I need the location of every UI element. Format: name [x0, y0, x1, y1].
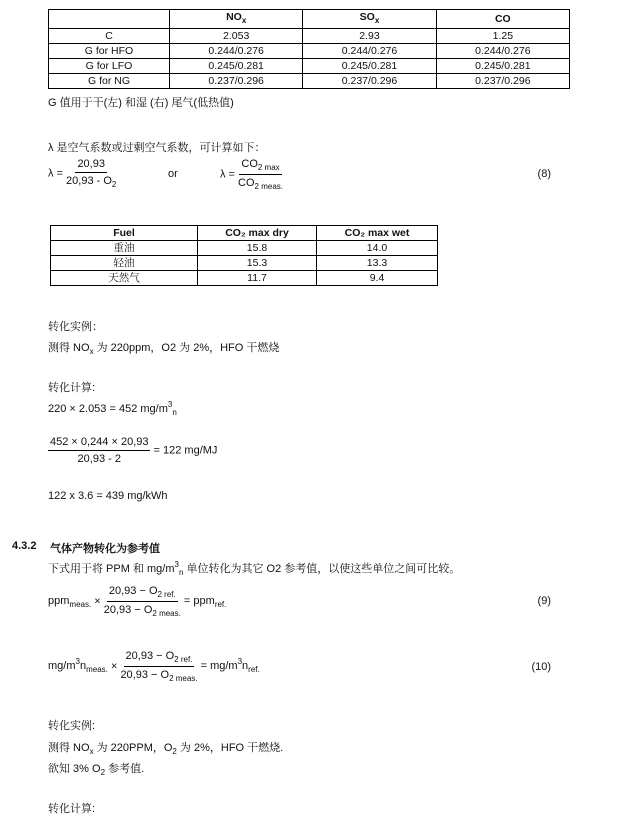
numerator: $CO_{2 max}$	[239, 158, 281, 175]
section-title: 气体产物转化为参考值	[50, 543, 160, 555]
equation-number-9: (9)	[537, 595, 551, 607]
lambda-formula-2	[220, 158, 283, 191]
table-cell: 轻油	[51, 256, 198, 271]
or-text: or	[168, 168, 178, 180]
fraction-result: = 122 mg/MJ	[153, 444, 218, 457]
example-line: 测得 $NO_x$ 为 220PPM，$O_2$ 为 2%，HFO 干燃烧.	[48, 742, 284, 756]
table-cell: 13.3	[317, 256, 438, 271]
table-cell: G for LFO	[49, 59, 170, 74]
table-header-cell: $SO_x$	[303, 10, 436, 29]
table-row	[49, 74, 570, 89]
table-row	[49, 44, 570, 59]
table-note: G 值用于干(左) 和湿 (右) 尾气(低热值)	[48, 97, 234, 109]
table-cell: 2.93	[303, 29, 436, 44]
denominator: $20,93 - O_2$	[66, 175, 117, 189]
example-title: 转化实例：	[48, 321, 103, 333]
table-cell: 0.237/0.296	[303, 74, 436, 89]
example-line: 测得 $NO_x$ 为 220ppm，O2 为 2%，HFO 干燃烧	[48, 342, 280, 356]
calc-line-3: 122 x 3.6 = 439 mg/kWh	[48, 490, 168, 502]
equation-number-10: (10)	[531, 661, 551, 673]
lambda-symbol: λ =	[220, 168, 235, 181]
lambda-symbol: λ =	[48, 167, 63, 180]
fraction	[238, 158, 283, 191]
table-cell: G for NG	[49, 74, 170, 89]
table-cell: 天然气	[51, 271, 198, 286]
fraction	[120, 650, 197, 683]
table-header-cell: $NO_x$	[170, 10, 303, 29]
table-row	[51, 241, 438, 256]
table-cell: 2.053	[170, 29, 303, 44]
table-cell: G for HFO	[49, 44, 170, 59]
table-header-cell: CO	[436, 10, 569, 29]
numerator: 452 × 0,244 × 20,93	[48, 436, 150, 451]
table-header-row	[51, 226, 438, 241]
section-intro: 下式用于将 PPM 和 $mg/m^3_n$ 单位转化为其它 O2 参考值，以使这些单位之间可比较。	[48, 560, 461, 577]
table-row	[51, 256, 438, 271]
table-cell: 1.25	[436, 29, 569, 44]
table-cell: 9.4	[317, 271, 438, 286]
numerator: 20,93	[75, 158, 107, 173]
table-cell: 重油	[51, 241, 198, 256]
calc-title: 转化计算:	[48, 382, 96, 394]
denominator: $20,93 - O_{2 meas.}$	[120, 669, 198, 683]
eq-rhs: = ppm$_{ref.}$	[183, 595, 227, 610]
table-cell: 0.245/0.281	[436, 59, 569, 74]
table-cell: C	[49, 29, 170, 44]
table-cell: 0.245/0.281	[303, 59, 436, 74]
numerator: $20,93 - O_{2 ref.}$	[124, 650, 195, 667]
equation-9: ppm$_{meas.}$ × $\frac{20,93 - O_{2 ref.}}{20,93 - O_{2 meas.}}$ = ppm$_{ref.}$	[48, 585, 227, 618]
calc-line-1: 220 × 2.053 = 452 $mg/m^3_n$	[48, 400, 177, 417]
eq-lhs: ppm$_{meas.}$	[48, 595, 92, 610]
fraction	[104, 585, 181, 618]
example-line: 欲知 3% $O_2$ 参考值.	[48, 763, 145, 777]
denominator: $CO_{2 meas.}$	[238, 177, 284, 191]
table-row	[49, 29, 570, 44]
equation-10: $mg/m^3n_{meas.}$ × $\frac{20,93 - O_{2 ref.}}{20,93 - O_{2 meas.}}$ = $mg/m^3n_{ref.}$	[48, 650, 260, 683]
table-cell: 0.237/0.296	[436, 74, 569, 89]
lambda-formula-1	[48, 158, 116, 189]
section-number: 4.3.2	[12, 540, 37, 552]
table-cell: 0.244/0.276	[436, 44, 569, 59]
table-header-row	[49, 10, 570, 29]
conversion-factor-table	[48, 9, 570, 89]
table-cell: 0.244/0.276	[170, 44, 303, 59]
eq-rhs: = $mg/m^3n_{ref.}$	[200, 657, 260, 675]
table-cell: 15.3	[198, 256, 317, 271]
table-header-cell: CO₂ max dry	[198, 226, 317, 241]
table-cell: 0.237/0.296	[170, 74, 303, 89]
co2-max-table	[50, 225, 438, 286]
denominator: $20,93 - O_{2 meas.}$	[103, 604, 181, 618]
table-cell: 11.7	[198, 271, 317, 286]
fraction	[66, 158, 116, 189]
table-row	[49, 59, 570, 74]
equation-number-8: (8)	[537, 168, 551, 180]
lambda-intro: λ 是空气系数或过剩空气系数，可计算如下：	[48, 142, 266, 154]
table-cell: 0.245/0.281	[170, 59, 303, 74]
table-header-cell: Fuel	[51, 226, 198, 241]
table-cell: 14.0	[317, 241, 438, 256]
denominator: 20,93 - 2	[77, 453, 121, 465]
table-cell: 0.244/0.276	[303, 44, 436, 59]
numerator: $20,93 - O_{2 ref.}$	[107, 585, 178, 602]
fraction	[48, 436, 150, 465]
table-row	[51, 271, 438, 286]
example-title: 转化实例:	[48, 720, 96, 732]
table-header-cell: CO₂ max wet	[317, 226, 438, 241]
table-header-cell	[49, 10, 170, 29]
table-cell: 15.8	[198, 241, 317, 256]
eq-lhs: $mg/m^3n_{meas.}$	[48, 657, 108, 675]
calc-fraction-line	[48, 436, 217, 465]
calc-title: 转化计算:	[48, 803, 96, 815]
